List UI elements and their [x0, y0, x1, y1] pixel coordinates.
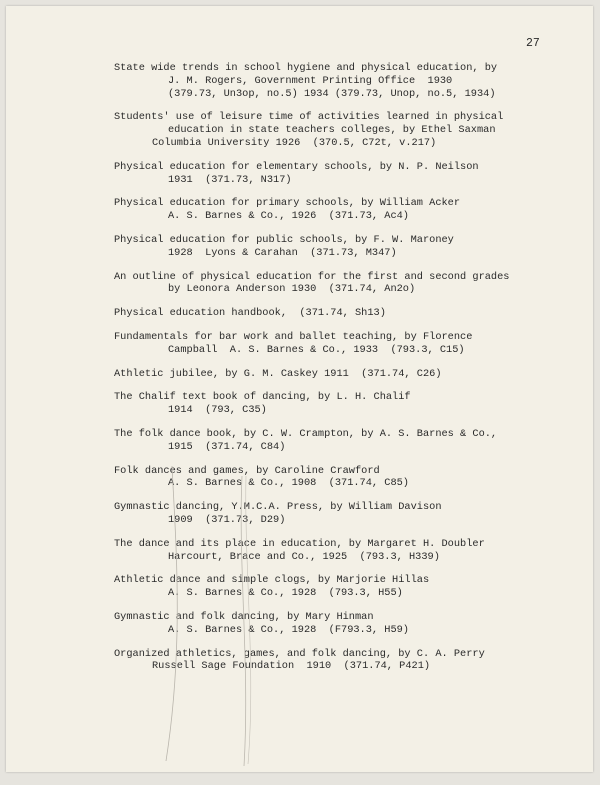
- entry-line: education in state teachers colleges, by Ethel Saxman: [168, 124, 496, 137]
- entry-line: 1915 (371.74, C84): [168, 440, 286, 453]
- bibliography-entry: [114, 648, 584, 674]
- bibliography-entry: [114, 161, 584, 187]
- entry-line: 1931 (371.73, N317): [168, 173, 292, 186]
- page-number: 27: [526, 37, 540, 50]
- entry-line: Physical education for public schools, by F. W. Maroney: [114, 233, 454, 246]
- entry-line: Columbia University 1926 (370.5, C72t, v.217): [152, 136, 437, 149]
- entry-line: Gymnastic dancing, Y.M.C.A. Press, by William Davison: [114, 501, 442, 514]
- entry-line: Physical education for elementary schools, by N. P. Neilson: [114, 160, 479, 173]
- entry-line: Students' use of leisure time of activities learned in physical: [114, 111, 504, 124]
- entry-line: The Chalif text book of dancing, by L. H. Chalif: [114, 391, 411, 404]
- bibliography-entry: [114, 574, 584, 600]
- entry-line: Campball A. S. Barnes & Co., 1933 (793.3, C15): [168, 343, 465, 356]
- entry-line: 1909 (371.73, D29): [168, 513, 286, 526]
- entry-line: Harcourt, Brace and Co., 1925 (793.3, H339): [168, 550, 440, 563]
- bibliography-entry: [114, 307, 584, 320]
- bibliography-entry: [114, 234, 584, 260]
- entry-line: Fundamentals for bar work and ballet teaching, by Florence: [114, 330, 473, 343]
- entry-line: 1928 Lyons & Carahan (371.73, M347): [168, 246, 397, 259]
- bibliography-entry: [114, 111, 584, 149]
- bibliography-entry: [114, 501, 584, 527]
- entry-line: The folk dance book, by C. W. Crampton, by A. S. Barnes & Co.,: [114, 427, 498, 440]
- bibliography-entry: [114, 611, 584, 637]
- bibliography-entry: [114, 271, 584, 297]
- bibliography-list: [114, 62, 584, 684]
- entry-line: Athletic dance and simple clogs, by Marjorie Hillas: [114, 574, 430, 587]
- entry-line: Athletic jubilee, by G. M. Caskey 1911 (371.74, C26): [114, 367, 442, 380]
- entry-line: Gymnastic and folk dancing, by Mary Hinman: [114, 610, 374, 623]
- entry-line: An outline of physical education for the first and second grades: [114, 270, 510, 283]
- entry-line: (379.73, Un3op, no.5) 1934 (379.73, Unop, no.5, 1934): [168, 87, 496, 100]
- bibliography-entry: [114, 368, 584, 381]
- bibliography-entry: [114, 62, 584, 100]
- entry-line: The dance and its place in education, by Margaret H. Doubler: [114, 537, 485, 550]
- entry-line: Physical education for primary schools, by William Acker: [114, 197, 461, 210]
- entry-line: A. S. Barnes & Co., 1926 (371.73, Ac4): [168, 210, 409, 223]
- document-page: [6, 6, 593, 772]
- bibliography-entry: [114, 391, 584, 417]
- bibliography-entry: [114, 331, 584, 357]
- entry-line: Russell Sage Foundation 1910 (371.74, P421): [152, 660, 431, 673]
- bibliography-entry: [114, 465, 584, 491]
- entry-line: Folk dances and games, by Caroline Crawford: [114, 464, 380, 477]
- entry-line: Organized athletics, games, and folk dancing, by C. A. Perry: [114, 647, 485, 660]
- entry-line: Physical education handbook, (371.74, Sh13): [114, 307, 386, 320]
- entry-line: A. S. Barnes & Co., 1928 (793.3, H55): [168, 587, 403, 600]
- entry-line: State wide trends in school hygiene and physical education, by: [114, 62, 498, 74]
- entry-line: J. M. Rogers, Government Printing Office 1930: [168, 74, 453, 87]
- bibliography-entry: [114, 197, 584, 223]
- bibliography-entry: [114, 428, 584, 454]
- entry-line: by Leonora Anderson 1930 (371.74, An2o): [168, 283, 416, 296]
- entry-line: 1914 (793, C35): [168, 404, 267, 417]
- entry-line: A. S. Barnes & Co., 1908 (371.74, C85): [168, 477, 409, 490]
- bibliography-entry: [114, 538, 584, 564]
- entry-line: A. S. Barnes & Co., 1928 (F793.3, H59): [168, 623, 409, 636]
